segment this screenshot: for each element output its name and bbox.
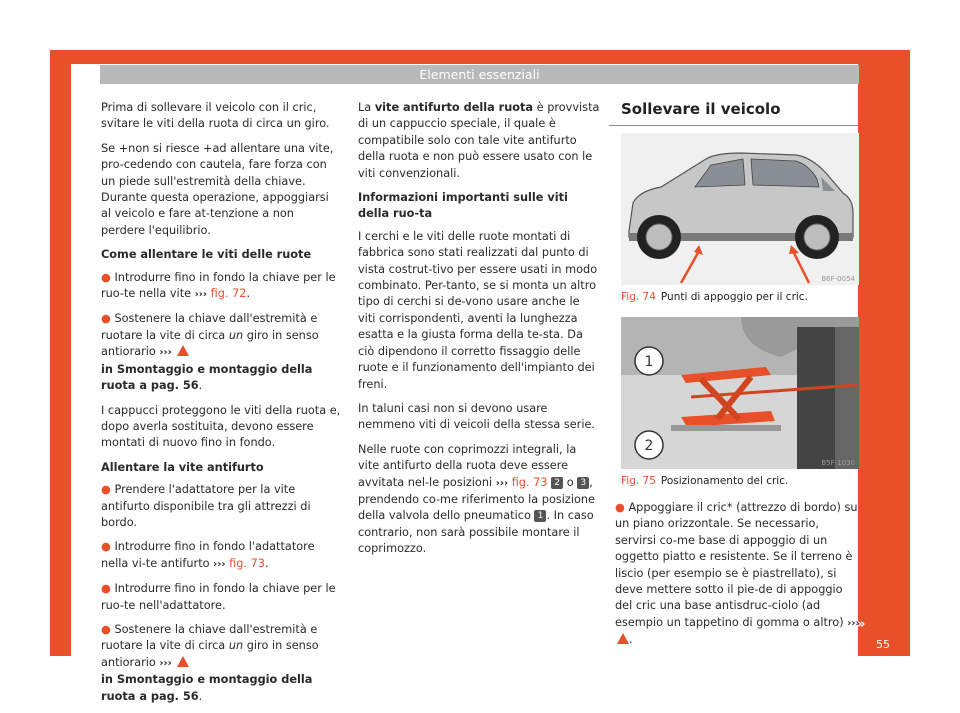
jack-illustration bbox=[621, 317, 859, 469]
bullet-icon: ● bbox=[101, 483, 111, 497]
section-title: Sollevare il veicolo bbox=[621, 100, 781, 118]
section-divider bbox=[609, 125, 858, 126]
warning-icon bbox=[177, 345, 189, 356]
paragraph: La vite antifurto della ruota è provvista di un cappuccio speciale, il quale è compatibile solo con tale vite antifurto della ruota e non può essere usato con le viti convenzionali. bbox=[358, 101, 600, 180]
callout-2: 2 bbox=[644, 438, 654, 454]
figure-link[interactable]: fig. 72 bbox=[210, 287, 247, 301]
figure-car-jack-points bbox=[621, 133, 859, 285]
chapter-header bbox=[100, 65, 859, 84]
paragraph: Prima di sollevare il veicolo con il cric, svitare le viti della ruota di circa un giro. bbox=[101, 101, 330, 131]
list-item: ● Introdurre fino in fondo l'adattatore nella vi-te antifurto ››› fig. 73. bbox=[101, 540, 315, 570]
cross-reference[interactable]: in Smontaggio e montaggio della ruota a pag. 56 bbox=[101, 673, 313, 703]
bullet-icon: ● bbox=[101, 312, 111, 326]
paragraph: In taluni casi non si devono usare nemmeno viti di veicoli della stessa serie. bbox=[358, 401, 596, 432]
list-item: ● Appoggiare il cric* (attrezzo di bordo) su un piano orizzontale. Se necessario, servirsi co-me base di appoggio di un oggetto piatto e resistente. Se il terreno è liscio (per esempio se è piastrellato), si deve mettere sotto il pie-de di appoggio del cric una base antisdruc-ciolo (ad esempio un tappetino di gomma o altro) ››› . bbox=[615, 501, 860, 647]
subheading: Allentare la vite antifurto bbox=[101, 460, 264, 474]
figure-link[interactable]: fig. 73 bbox=[511, 475, 548, 489]
list-item: ● Introdurre fino in fondo la chiave per le ruo-te nella vite ››› fig. 72. bbox=[101, 270, 336, 301]
car-illustration bbox=[621, 133, 859, 285]
subheading: Informazioni importanti sulle viti della ruo-ta bbox=[358, 191, 568, 221]
list-item: ● Prendere l'adattatore per la vite antifurto disponibile tra gli attrezzi di bordo. bbox=[101, 483, 311, 529]
list-item: ● Sostenere la chiave dall'estremità e ruotare la vite di circa un giro in senso antiorario ››› in Smontaggio e montaggio della ruota a pag. 56. bbox=[101, 622, 319, 703]
figure-caption: Fig. 74 Punti di appoggio per il cric. bbox=[621, 291, 808, 303]
figure-jack-position bbox=[621, 317, 859, 469]
callout-number: 3 bbox=[577, 477, 589, 489]
bullet-icon: ● bbox=[101, 270, 111, 284]
left-column bbox=[101, 100, 341, 713]
list-item: ● Sostenere la chiave dall'estremità e ruotare la vite di circa un giro in senso antiorario ››› in Smontaggio e montaggio della ruota a pag. 56. bbox=[101, 312, 319, 393]
paragraph: I cappucci proteggono le viti della ruota e, dopo averla sostituita, devono essere montati di nuovo fino in fondo. bbox=[101, 403, 341, 450]
paragraph: Nelle ruote con coprimozzi integrali, la vite antifurto della ruota deve essere avvitata nel-le posizioni ››› fig. 73 2 o 3 , prendendo co-me riferimento la posizione della valvola dello pneumatico 1 . In caso contrario, non sarà possibile montare il coprimozzo. bbox=[358, 442, 595, 556]
bullet-icon: ● bbox=[101, 622, 111, 636]
chapter-title: Elementi essenziali bbox=[419, 67, 540, 82]
middle-column bbox=[358, 100, 600, 566]
bullet-icon: ● bbox=[101, 582, 111, 596]
cross-reference[interactable]: in Smontaggio e montaggio della ruota a pag. 56 bbox=[101, 362, 313, 393]
callout-number: 1 bbox=[534, 510, 546, 522]
page-number: 55 bbox=[876, 638, 890, 651]
figure-code: B5F-1030 bbox=[821, 459, 855, 467]
bullet-icon: ● bbox=[615, 501, 625, 514]
bullet-icon: ● bbox=[101, 540, 111, 554]
continue-marker: » bbox=[857, 617, 866, 632]
callout-1: 1 bbox=[644, 354, 654, 370]
subheading: Come allentare le viti delle ruote bbox=[101, 248, 312, 262]
figure-link[interactable]: fig. 73 bbox=[229, 556, 265, 570]
warning-icon bbox=[617, 633, 629, 644]
figure-code: B6F-0054 bbox=[821, 275, 855, 283]
paragraph: I cerchi e le viti delle ruote montati di fabbrica sono stati realizzati dal punto di vista costrut-tivo per essere usati in modo combinato. Per-tanto, se si monta un altro tipo di cerchi si de-vono usare anche le viti corrispondenti, aventi la lunghezza esatta e la giusta forma della te-sta. Da ciò dipendono il corretto fissaggio delle ruote e il funzionamento dell'impianto dei freni. bbox=[358, 229, 598, 391]
warning-icon bbox=[177, 656, 189, 667]
callout-number: 2 bbox=[551, 477, 563, 489]
paragraph: Se +non si riesce +ad allentare una vite, pro-cedendo con cautela, fare forza con un piede sull'estremità della chiave. Durante questa operazione, appoggiarsi al veicolo e fare at-tenzione a non perdere l'equilibrio. bbox=[101, 141, 334, 237]
list-item: ● Introdurre fino in fondo la chiave per le ruo-te nell'adattatore. bbox=[101, 582, 336, 612]
right-column-text bbox=[615, 500, 860, 657]
figure-caption: Fig. 75 Posizionamento del cric. bbox=[621, 475, 789, 487]
